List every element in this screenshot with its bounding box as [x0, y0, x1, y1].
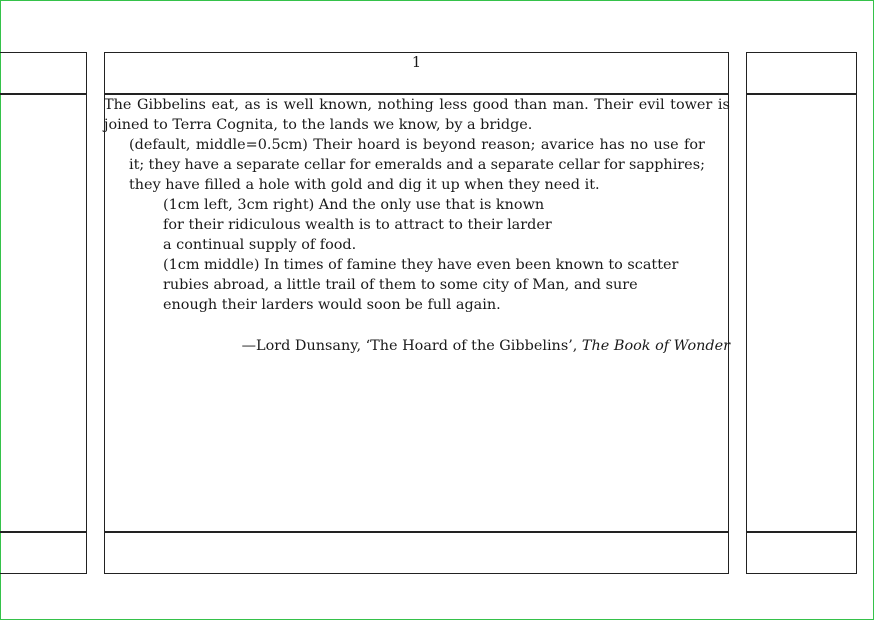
- paragraph-3: [163, 195, 563, 255]
- paragraph-1: [104, 95, 730, 135]
- paragraph-4-line-1: (1cm middle) In times of famine they have even been known to scatter: [163, 257, 679, 273]
- paragraph-2-line-2: it; they have a separate cellar for emeralds and a separate cellar for sapphires;: [129, 157, 705, 173]
- paragraph-2: [129, 135, 705, 195]
- paragraph-4: [163, 255, 679, 315]
- attribution-book-title: The Book of Wonder: [581, 338, 730, 354]
- attribution: [104, 336, 730, 356]
- attribution-prefix: —Lord Dunsany, ‘The Hoard of the Gibbelins’,: [241, 338, 582, 354]
- paragraph-3-line-3: a continual supply of food.: [163, 237, 357, 253]
- left-page-footer-box: [0, 532, 87, 574]
- right-page-footer-box: [746, 532, 857, 574]
- paragraph-1-line-2: joined to Terra Cognita, to the lands we know, by a bridge.: [104, 117, 533, 133]
- page-header-box: [104, 52, 729, 94]
- paragraph-3-line-2: for their ridiculous wealth is to attract to their larder: [163, 217, 552, 233]
- right-page-body-box: [746, 93, 857, 533]
- paragraph-3-line-1: (1cm left, 3cm right) And the only use that is known: [163, 197, 545, 213]
- left-page-header-box: [0, 52, 87, 94]
- paragraph-1-line-1: The Gibbelins eat, as is well known, nothing less good than man. Their evil tower is: [104, 97, 730, 113]
- paragraph-4-line-2: rubies abroad, a little trail of them to some city of Man, and sure: [163, 277, 638, 293]
- page-number: 1: [411, 55, 422, 71]
- right-page-header-box: [746, 52, 857, 94]
- paragraph-4-line-3: enough their larders would soon be full again.: [163, 297, 501, 313]
- left-page-body-box: [0, 93, 87, 533]
- paragraph-2-line-3: they have filled a hole with gold and dig it up when they need it.: [129, 177, 600, 193]
- page-footer-box: [104, 532, 729, 574]
- paragraph-2-line-1: (default, middle=0.5cm) Their hoard is beyond reason; avarice has no use for: [129, 137, 705, 153]
